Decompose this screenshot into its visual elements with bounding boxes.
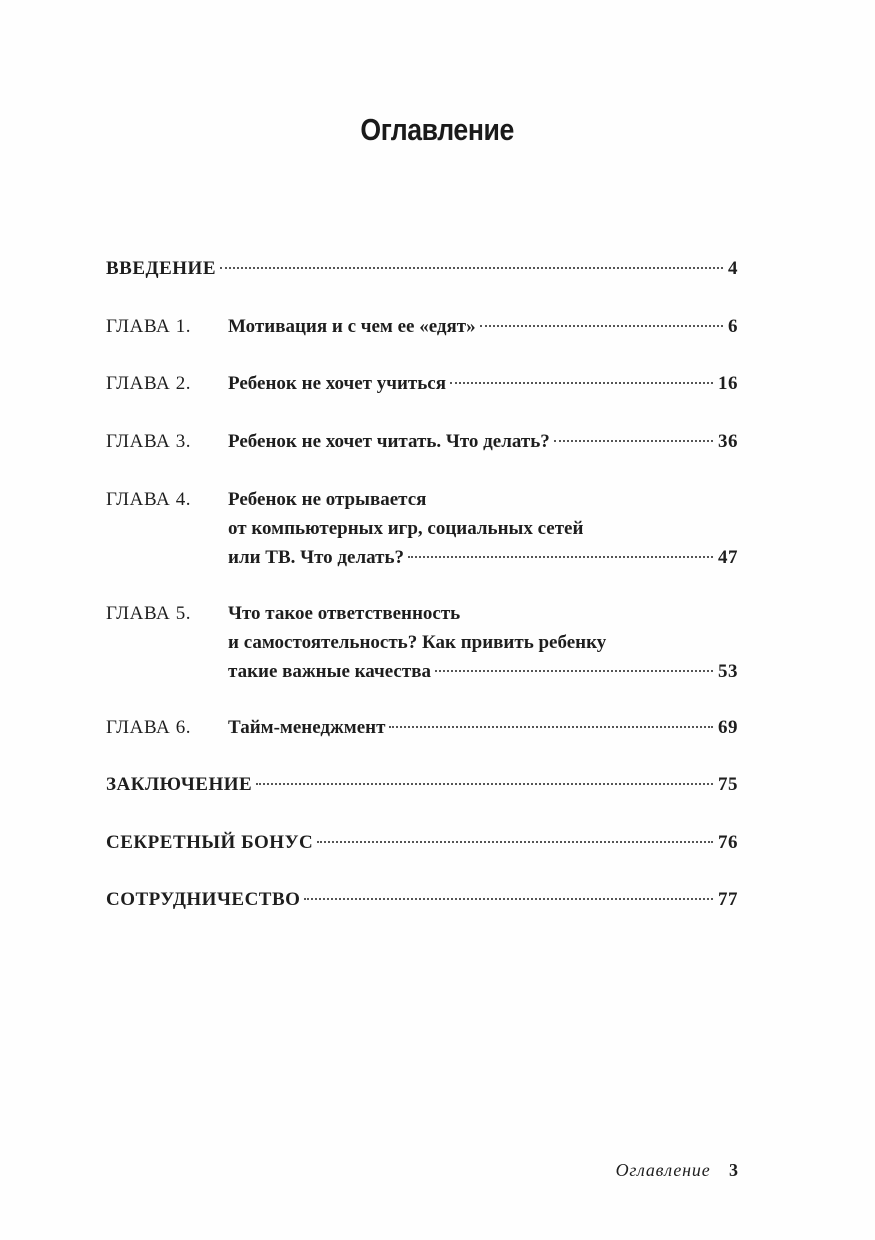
toc-entry-page: 6 [728,316,738,337]
toc-entry-page: 75 [718,774,738,795]
toc-entry-line [106,770,738,799]
toc-entry-title: Что такое ответственность [228,603,461,624]
dot-leader [304,898,713,900]
toc-chapter-label: ГЛАВА 5. [106,603,192,624]
dot-leader [480,325,723,327]
dot-leader [317,841,713,843]
toc-chapter-label: ГЛАВА 3. [106,431,192,452]
page-number: 3 [729,1160,738,1180]
toc-entry-page: 47 [718,547,738,568]
toc-entry-page: 69 [718,717,738,738]
toc-entry-title: Ребенок не отрывается [228,489,427,510]
page-footer [616,1160,738,1181]
toc-entry-page: 16 [718,373,738,394]
toc-entry-chapter-6 [106,713,738,742]
toc-entry-title: ЗАКЛЮЧЕНИЕ [106,774,253,795]
dot-leader [554,440,713,442]
dot-leader [435,670,713,672]
toc-entry-page: 77 [718,889,738,910]
toc-entry-page: 36 [718,431,738,452]
toc-entry-cooperation [106,885,738,914]
toc-entry-chapter-4 [106,485,738,572]
running-head: Оглавление [615,1160,711,1180]
toc-entry-line [106,628,738,657]
toc-entry-page: 53 [718,661,738,682]
dot-leader [256,783,713,785]
toc-entry-line [106,427,738,456]
toc-entry-conclusion [106,770,738,799]
toc-entry-chapter-3 [106,427,738,456]
toc-entry-line [106,885,738,914]
toc-entry-title: ВВЕДЕНИЕ [106,258,216,279]
toc-entry-chapter-2 [106,369,738,398]
dot-leader [450,382,713,384]
toc-chapter-label: ГЛАВА 1. [106,316,192,337]
toc-entry-title-continued: от компьютерных игр, социальных сетей [228,518,584,539]
toc-entry-page: 4 [728,258,738,279]
toc-entry-line [106,543,738,572]
page-title: Оглавление [360,112,514,147]
toc-entry-title: Тайм-менеджмент [228,717,386,738]
toc-entry-line [106,485,738,514]
toc-entry-title: СЕКРЕТНЫЙ БОНУС [106,832,314,853]
toc-entry-line [106,312,738,341]
toc-entry-line [106,254,738,283]
toc-entry-line [106,713,738,742]
toc-chapter-label: ГЛАВА 4. [106,489,192,510]
dot-leader [408,556,713,558]
toc-entry-title: Мотивация и с чем ее «едят» [228,316,476,337]
toc-entry-chapter-5 [106,599,738,686]
toc-chapter-label: ГЛАВА 2. [106,373,192,394]
toc-entry-line [106,599,738,628]
toc-entry-line [106,369,738,398]
toc-entry-title-continued: такие важные качества [228,661,431,682]
dot-leader [389,726,713,728]
toc-entry-title: Ребенок не хочет читать. Что делать? [228,431,550,452]
toc-entry-title: СОТРУДНИЧЕСТВО [106,889,301,910]
toc-entry-title-continued: и самостоятельность? Как привить ребенку [228,632,607,653]
toc-entry-secret-bonus [106,828,738,857]
dot-leader [220,267,723,269]
toc-entry-page: 76 [718,832,738,853]
toc-entry-chapter-1 [106,312,738,341]
toc-entry-title-continued: или ТВ. Что делать? [228,547,405,568]
toc-entry-line [106,657,738,686]
toc-entry-line [106,514,738,543]
toc-entry-title: Ребенок не хочет учиться [228,373,447,394]
toc-entry-line [106,828,738,857]
toc-chapter-label: ГЛАВА 6. [106,717,192,738]
toc-entry-introduction [106,254,738,283]
